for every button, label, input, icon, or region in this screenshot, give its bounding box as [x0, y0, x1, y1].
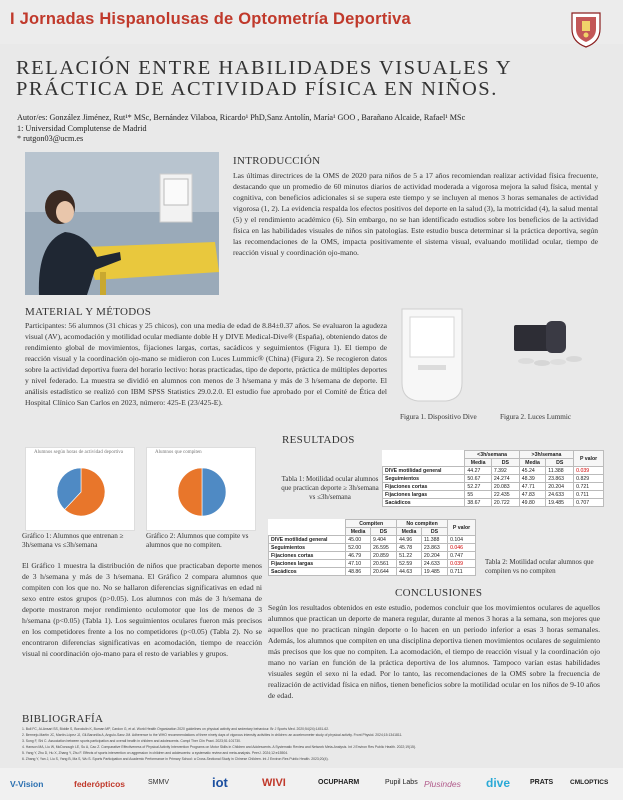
methods-text: Participantes: 56 alumnos (31 chicas y 25 chicos), con una media de edad de 8.84±0.37 años. Se evaluaron la agudeza visual (AV), acomodación y motilidad ocular mediante doble H y DIVE Medical-Dive® (España), obteniendo datos de rendimiento global de movimientos, fijaciones largas, cortas, sacádicos y seguimientos (Figura 1). El tiempo de reacción visual y la coordinación ojo-mano se midieron con Luces Lummic® (China) (Figura 2). Se recogieron datos sobre la actividad deportiva fuera del horario lectivo: horas practicadas, tipo de deporte, práctica de múltiples deportes y nivel federado. La muestra se dividió en alumnos con menos de 3 h/semana y más de 3 h/semana de deporte. El análisis estadístico se realizó con IBM SPSS Statistics 29.0.2.0. El estudio fue aprobado por el Comité de Ética del Hospital Clínico San Carlos en 2023, número: 425-E (23/425-E).	[25, 321, 387, 407]
graph1-title: Alumnos según horas de actividad deportiva	[34, 450, 124, 455]
table1-cell-p: 0.707	[574, 499, 604, 507]
table2-sub: DS	[421, 528, 447, 536]
table1-cell-p: 0.711	[574, 491, 604, 499]
table2-cell-label: Sacádicos	[269, 568, 346, 576]
table2-cell-p: 0.711	[448, 568, 476, 576]
table1-cell-m1: 52.27	[465, 483, 491, 491]
graph2-pie	[147, 458, 255, 520]
graph2	[146, 447, 256, 531]
author-email: * rutgon03@ucm.es	[17, 134, 84, 143]
child-testing-photo	[25, 152, 219, 295]
authors-line: Autor/es: González Jiménez, Rut¹* MSc, Bernández Vilaboa, Ricardo¹ PhD,Sanz Antolín, María¹ GOO , Barañano Alcaide, Rafael¹ MSc	[17, 113, 466, 122]
table1-cell-d2: 19.485	[546, 499, 574, 507]
table2-cell-d2: 11.388	[421, 536, 447, 544]
reference-item: 4. Hanson MA, Liu W, McDonough LE, Su A, Cao Z. Comparative Effectiveness of Physical Activity Intervention Programs on Motor Skills in Children and Adolescents. A Systematic Review and Network Meta-Analysis. Int J Environ Res Public Health. 2022;19(15).	[22, 745, 416, 749]
poster-title-line2: PRÁCTICA DE ACTIVIDAD FÍSICA EN NIÑOS.	[16, 78, 498, 100]
table1-cell-d2: 20.204	[546, 483, 574, 491]
university-crest-icon	[568, 9, 604, 49]
logo-iot: iot	[212, 775, 228, 790]
bibliography-heading: BIBLIOGRAFÍA	[22, 713, 104, 725]
table1-cell-m2: 49.80	[519, 499, 545, 507]
table2-cell-d1: 20.859	[370, 552, 396, 560]
table2-cell-d2: 20.204	[421, 552, 447, 560]
logo-cmloptics: CMLOPTICS	[570, 779, 609, 786]
logo-vvision: V-Vision	[10, 779, 44, 789]
table2-sub: DS	[370, 528, 396, 536]
logo-prats: PRATS	[530, 779, 554, 786]
table2-cell-m1: 52.00	[346, 544, 371, 552]
table1-caption: Tabla 1: Motilidad ocular alumnos que practican deporte ≥ 3h/semana vs ≤3h/semana	[281, 475, 379, 501]
table1-group-p: P valor	[574, 451, 604, 467]
references-list	[22, 726, 600, 762]
table1-cell-m1: 38.67	[465, 499, 491, 507]
table1-cell-label: Fijaciones cortas	[383, 483, 465, 491]
logo-smmv: SMMV	[148, 779, 169, 786]
table-row	[269, 560, 476, 568]
table2-cell-m2: 44.63	[397, 568, 422, 576]
table2-cell-p: 0.747	[448, 552, 476, 560]
table2-group-1: Compiten	[346, 520, 397, 528]
table-row	[383, 467, 604, 475]
table1-cell-d2: 11.388	[546, 467, 574, 475]
graph1	[25, 447, 135, 531]
graph2-caption: Gráfico 2: Alumnos que compite vs alumnos que no compiten.	[146, 532, 249, 549]
table2-cell-d1: 20.561	[370, 560, 396, 568]
graph1-caption: Gráfico 1: Alumnos que entrenan ≥ 3h/semana vs ≤3h/semana	[22, 532, 124, 549]
table-row	[269, 568, 476, 576]
reference-item: 5. Yang Y, Zhu D, Hu X, Zhang Y, Zhu F. Effects of sports intervention on aggression in children and adolescents: a systematic review and meta-analysis. PeerJ. 2024;12:e15504.	[22, 751, 289, 755]
table2-cell-m1: 46.79	[346, 552, 371, 560]
table1-cell-d2: 24.633	[546, 491, 574, 499]
table2-cell-m2: 44.96	[397, 536, 422, 544]
table2-group-p: P valor	[448, 520, 476, 536]
table1-cell-d1: 20.083	[491, 483, 519, 491]
table1-cell-label: Fijaciones largas	[383, 491, 465, 499]
table1-cell-p: 0.039	[574, 467, 604, 475]
table1-cell-d2: 23.863	[546, 475, 574, 483]
table1-cell-label: Seguimientos	[383, 475, 465, 483]
logo-ocupharm: OCUPHARM	[318, 779, 360, 786]
table2-cell-m2: 45.78	[397, 544, 422, 552]
table1-cell-p: 0.721	[574, 483, 604, 491]
table1-cell-m2: 47.83	[519, 491, 545, 499]
table2-cell-p: 0.104	[448, 536, 476, 544]
table-row	[269, 544, 476, 552]
reference-item: 1. Bull FC, Al-Ansari SS, Biddle S, Borodulin K, Buman MP, Cardon G, et al. World Health Organization 2020 guidelines on physical activity and sedentary behaviour. Br J Sports Med. 2020;54(24):1451-62.	[22, 727, 330, 731]
table2-cell-p: 0.046	[448, 544, 476, 552]
table2-cell-label: DIVE motilidad general	[269, 536, 346, 544]
methods-heading: MATERIAL Y MÉTODOS	[25, 306, 152, 318]
table1-sub: Media	[519, 459, 545, 467]
table2-cell-d1: 20.644	[370, 568, 396, 576]
logo-dive: dive	[486, 776, 511, 790]
reference-item: 2. Bermejo-Martin JC, Martín-López JJ, Gil-Baronilla A, Angulo-Sanz JM. Adherence to the WHO recommendations of three ninety days of vigorous intensity activities in children: an accelerometer study of physical activity. Front Physiol. 2024;15:1341811.	[22, 733, 403, 737]
poster-title-line1: RELACIÓN ENTRE HABILIDADES VISUALES Y	[16, 57, 513, 79]
results-heading: RESULTADOS	[282, 434, 355, 446]
conclusions-text: Según los resultados obtenidos en este estudio, podemos concluir que los movimientos oculares de aquellos alumnos que practican un deporte de manera regular, durante al menos 3 horas a la semana, son mejores que aquellos que no practican ningún deporte o lo hacen en un periodo inferior a esas 3 horas semanales. Además, los alumnos que compiten en una disciplina deportiva tienen movimientos oculares de seguimiento más precisos que los que no compiten. La acomodación, el tiempo de reacción visual y la coordinación ojo mano no varían en función de la práctica deportiva de los alumnos. Tampoco varían estas habilidades visuales según el sexo ni la edad. Por lo tanto, las recomendaciones de la OMS sobre la frecuencia de realización de actividad física en niños, tienen beneficios sobre la motilidad ocular en los niños de 9-10 años de edad.	[268, 603, 600, 700]
poster-title	[16, 58, 606, 100]
logo-federopticos: federópticos	[74, 779, 126, 789]
table-row	[269, 536, 476, 544]
table2-cell-d1: 9.404	[370, 536, 396, 544]
table2-cell-d2: 24.633	[421, 560, 447, 568]
graph2-slice-2	[178, 468, 202, 516]
table2-sub: Media	[346, 528, 371, 536]
table2	[268, 519, 476, 576]
table2-cell-label: Seguimientos	[269, 544, 346, 552]
results-text: El Gráfico 1 muestra la distribución de niños que practicaban deporte menos de 3 h/semana y más de 3 h/semana. El Gráfico 2 compara alumnos que compiten con los que no. No se hallaron diferencias significativas en edad ni sexo entre estos grupos (p>0.05). Los alumnos con más de 3 h/semana de deporte mostraron mejor rendimiento oculomotor que los de menos de 3 h/semana (p<0.05) (Tabla 1). Los seguimientos oculares fueron más precisos en los competidores frente a los no competidores (p<0.05) (Tabla 2). No se encontraron diferencias significativas en acomodación, tiempo de reacción visual ni coordinación ojo-mano para el resto de variables y grupos.	[22, 561, 262, 658]
reference-item: 6. Zhang Y, Yan J, Liu S, Yang B, Ma S, Wu S. Sports Participation and Academic Performance in Primary School: a Cross-Sectional Study in Chinese Children. Int J Environ Res Public Health. 2023;20(4).	[22, 757, 329, 761]
table1-cell-m2: 47.71	[519, 483, 545, 491]
table1-sub: DS	[491, 459, 519, 467]
graph1-pie	[26, 458, 134, 520]
table1-group-2: >3h/semana	[519, 451, 573, 459]
table1-cell-m1: 50.67	[465, 475, 491, 483]
table2-cell-label: Fijaciones cortas	[269, 552, 346, 560]
table2-sub: Media	[397, 528, 422, 536]
table-row	[383, 499, 604, 507]
table1-sub: DS	[546, 459, 574, 467]
table1-cell-d1: 20.722	[491, 499, 519, 507]
table1-group-1: <3h/semana	[465, 451, 519, 459]
logo-plusindes: Plusindes	[424, 779, 461, 789]
figure2-caption: Figura 2. Luces Lummic	[500, 413, 572, 421]
table2-cell-m2: 51.22	[397, 552, 422, 560]
affiliation: 1: Universidad Complutense de Madrid	[17, 124, 147, 133]
table1-cell-p: 0.829	[574, 475, 604, 483]
table2-cell-d1: 26.595	[370, 544, 396, 552]
sponsor-footer	[0, 768, 623, 800]
graph2-title: Alumnos que compiten	[155, 450, 202, 455]
table2-cell-m1: 47.10	[346, 560, 371, 568]
conclusions-heading: CONCLUSIONES	[395, 587, 483, 599]
table1-cell-d1: 7.392	[491, 467, 519, 475]
table1-cell-label: DIVE motilidad general	[383, 467, 465, 475]
figure1-caption: Figura 1. Dispositivo Dive	[400, 413, 477, 421]
devices-figure	[396, 303, 606, 408]
table1-sub: Media	[465, 459, 491, 467]
logo-wivi: WIVI	[262, 777, 286, 789]
table1-cell-d1: 24.274	[491, 475, 519, 483]
table-row	[383, 475, 604, 483]
intro-heading: INTRODUCCIÓN	[233, 155, 321, 167]
table-row	[383, 491, 604, 499]
table2-caption: Tabla 2: Motilidad ocular alumnos que compiten vs no compiten	[485, 558, 594, 575]
table1-cell-m1: 55	[465, 491, 491, 499]
table-row	[383, 483, 604, 491]
table2-cell-d2: 19.485	[421, 568, 447, 576]
table2-group-2: No compiten	[397, 520, 448, 528]
table1-cell-label: Sacádicos	[383, 499, 465, 507]
intro-text: Las últimas directrices de la OMS de 2020 para niños de 5 a 17 años recomiendan realizar actividad física frecuente, destacando que un promedio de 60 minutos diarios de actividad moderada a vigorosa mejora la salud física, mental y cognitiva, con beneficios adicionales si se supera este tiempo y se incluyen al menos 3 horas semanales de actividad vigorosa (1, 2). La evidencia respalda los efectos positivos del deporte en la salud (3), la motricidad (4), la salud mental (5) y el rendimiento académico (6). Sin embargo, no se han identificado estudios sobre los beneficios de la actividad física en las habilidades visuales de niños sin patologías. Este estudio busca determinar si la práctica deportiva, según las recomendaciones de la OMS, impacta positivamente el sistema visual, evaluando motilidad ocular, tiempo de reacción visual y coordinación ojo-mano.	[233, 171, 598, 257]
table1	[382, 450, 604, 507]
conference-title: I Jornadas Hispanolusas de Optometría Deportiva	[10, 10, 411, 28]
table1-cell-m2: 45.24	[519, 467, 545, 475]
table-row	[269, 552, 476, 560]
graph2-slice-1	[202, 468, 226, 516]
table2-cell-label: Fijaciones largas	[269, 560, 346, 568]
table2-cell-m1: 45.00	[346, 536, 371, 544]
logo-pupil-labs: Pupil Labs	[385, 779, 418, 786]
table1-cell-d1: 22.435	[491, 491, 519, 499]
table2-cell-m2: 52.59	[397, 560, 422, 568]
table2-cell-m1: 48.86	[346, 568, 371, 576]
table2-cell-p: 0.039	[448, 560, 476, 568]
table1-cell-m2: 48.39	[519, 475, 545, 483]
table2-cell-d2: 23.863	[421, 544, 447, 552]
reference-item: 3. Song F, Shi C. Association between sports participation and overall health in children and adolescents. Compl Ther Clin Pract. 2023;51:101730.	[22, 739, 241, 743]
table1-cell-m1: 44.27	[465, 467, 491, 475]
